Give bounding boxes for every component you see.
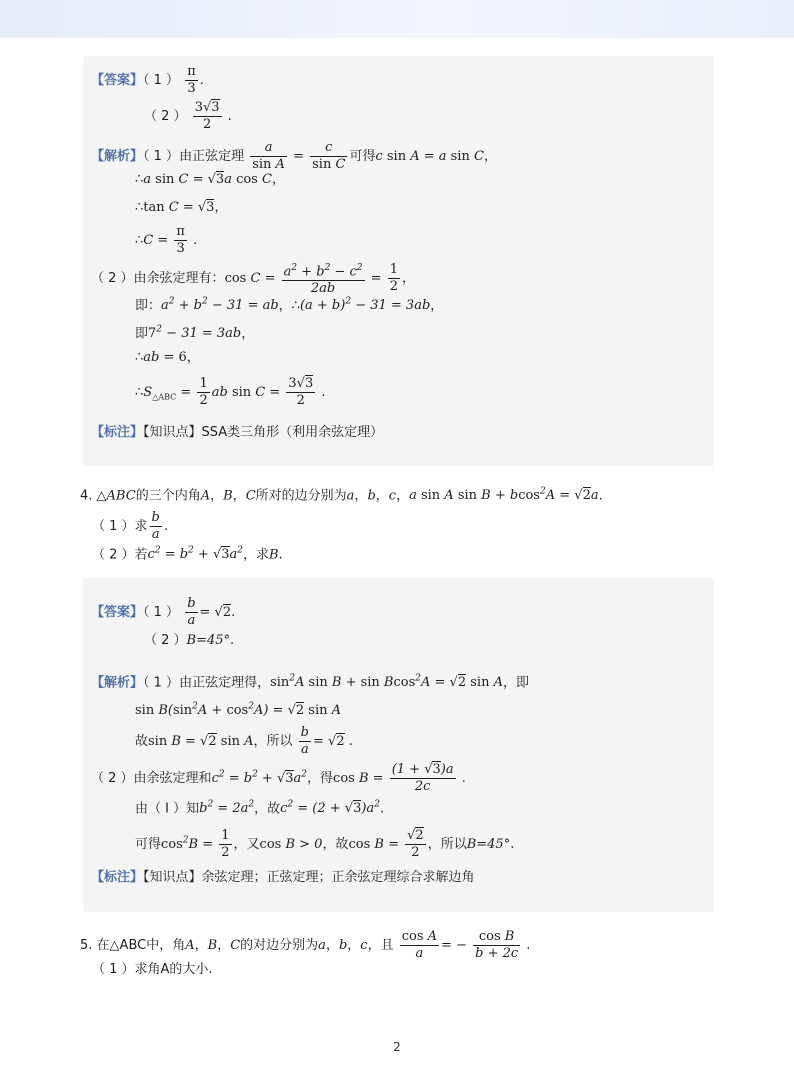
q4-stem: 4. △ABC的三个内角A，B，C所对的边分别为a，b，c，a sin A sin B + bcos$^2$A = √2a.: [80, 487, 603, 504]
q4-solution-box: [83, 578, 714, 912]
q3-analysis-2: ∴a sin C = √3a cos C，: [135, 172, 285, 187]
top-banner: [0, 0, 794, 38]
q3-note: 【标注】【知识点】SSA类三角形（利用余弦定理）: [91, 425, 384, 440]
q4-sub2: （ 2 ）若$c^2 = b^2 + √3a^2$，求B.: [92, 546, 283, 563]
q5-sub1: （ 1 ）求角A的大小.: [92, 962, 213, 977]
q4-analysis-6: 可得$\cos^2B$ = $\frac{1}{2}$ ，又cos B > 0，故cos B = $\frac{√2}{2}$ ，所以B=45°.: [135, 828, 515, 860]
q3-answer-2: （ 2 ） $\frac{3√3}{2}$ .: [144, 100, 232, 132]
q4-analysis-3: 故sin B = √2 sin A，所以 $\frac{b}{a}$ = √2 .: [135, 725, 353, 757]
q3-analysis-1: 【解析】（ 1 ）由正弦定理 $\frac{a}{\text{sin A}}$ = $\frac{c}{\text{sin C}}$ 可得c sin A = a sin C，: [91, 140, 497, 172]
q3-analysis-7: 即$7^2 - 31 = 3ab$，: [135, 325, 255, 342]
q3-solution-box: [83, 56, 714, 466]
q3-analysis-4: ∴C = $\frac{\pi}{3}$ .: [135, 224, 198, 256]
q4-note: 【标注】【知识点】余弦定理；正弦定理；正余弦定理综合求解边角: [91, 870, 475, 885]
q4-analysis-4: （ 2 ）由余弦定理和$c^2 = b^2 + √3a^2$，得cos B = $\frac{(1 + √3)a}{2c}$ .: [91, 762, 466, 794]
q4-answer-1: 【答案】（ 1 ） $\frac{b}{a}$ = √2.: [91, 596, 236, 628]
page-number: 2: [393, 1040, 401, 1054]
q4-analysis-2: $\sin B(\sin^2A + \cos^2A) = √2$ sin A: [135, 702, 342, 719]
q3-analysis-8: ∴ab = 6，: [135, 350, 200, 365]
q4-analysis-5: 由（ Ⅰ ）知$b^2 = 2a^2$，故$c^2 = (2 + √3)a^2$.: [135, 800, 385, 817]
q4-answer-2: （ 2 ）B=45°.: [144, 633, 235, 648]
answer-label: 【答案】: [91, 73, 144, 88]
analysis-label: 【解析】: [91, 149, 144, 164]
q3-analysis-9: $\therefore S_{\triangle ABC}$ = $\frac{1}{2}$ ab sin C = $\frac{3√3}{2}$ .: [135, 376, 326, 408]
answer-label: 【答案】: [91, 605, 144, 620]
q3-analysis-5: （ 2 ）由余弦定理有：cos C = $\frac{a^2 + b^2 - c^2}{2ab}$ = $\frac{1}{2}$ ，: [91, 260, 415, 297]
q3-analysis-3: ∴tan C = √3，: [135, 200, 228, 215]
analysis-label: 【解析】: [91, 675, 144, 691]
note-label: 【标注】: [91, 425, 144, 440]
q3-answer-1: 【答案】（ 1 ） $\frac{\pi}{3}$ .: [91, 64, 204, 96]
q4-sub1: （ 1 ）求 $\frac{b}{a}$ .: [92, 510, 169, 542]
q5-stem: 5. 在△ABC中，角A，B，C的对边分别为a，b，c，且 $\frac{\text{cos A}}{a}$ = − $\frac{\text{cos B}}{b + 2c}$ .: [80, 929, 531, 961]
q4-analysis-1: 【解析】（ 1 ）由正弦定理得，$\sin^2A$ sin B + sin Bcos$^2$A = √2 sin A，即: [91, 674, 530, 691]
note-label: 【标注】: [91, 870, 144, 885]
q3-analysis-6: 即：$a^2 + b^2 - 31$ = ab，∴(a + b)$^2$ − 31 = 3ab，: [135, 297, 444, 314]
